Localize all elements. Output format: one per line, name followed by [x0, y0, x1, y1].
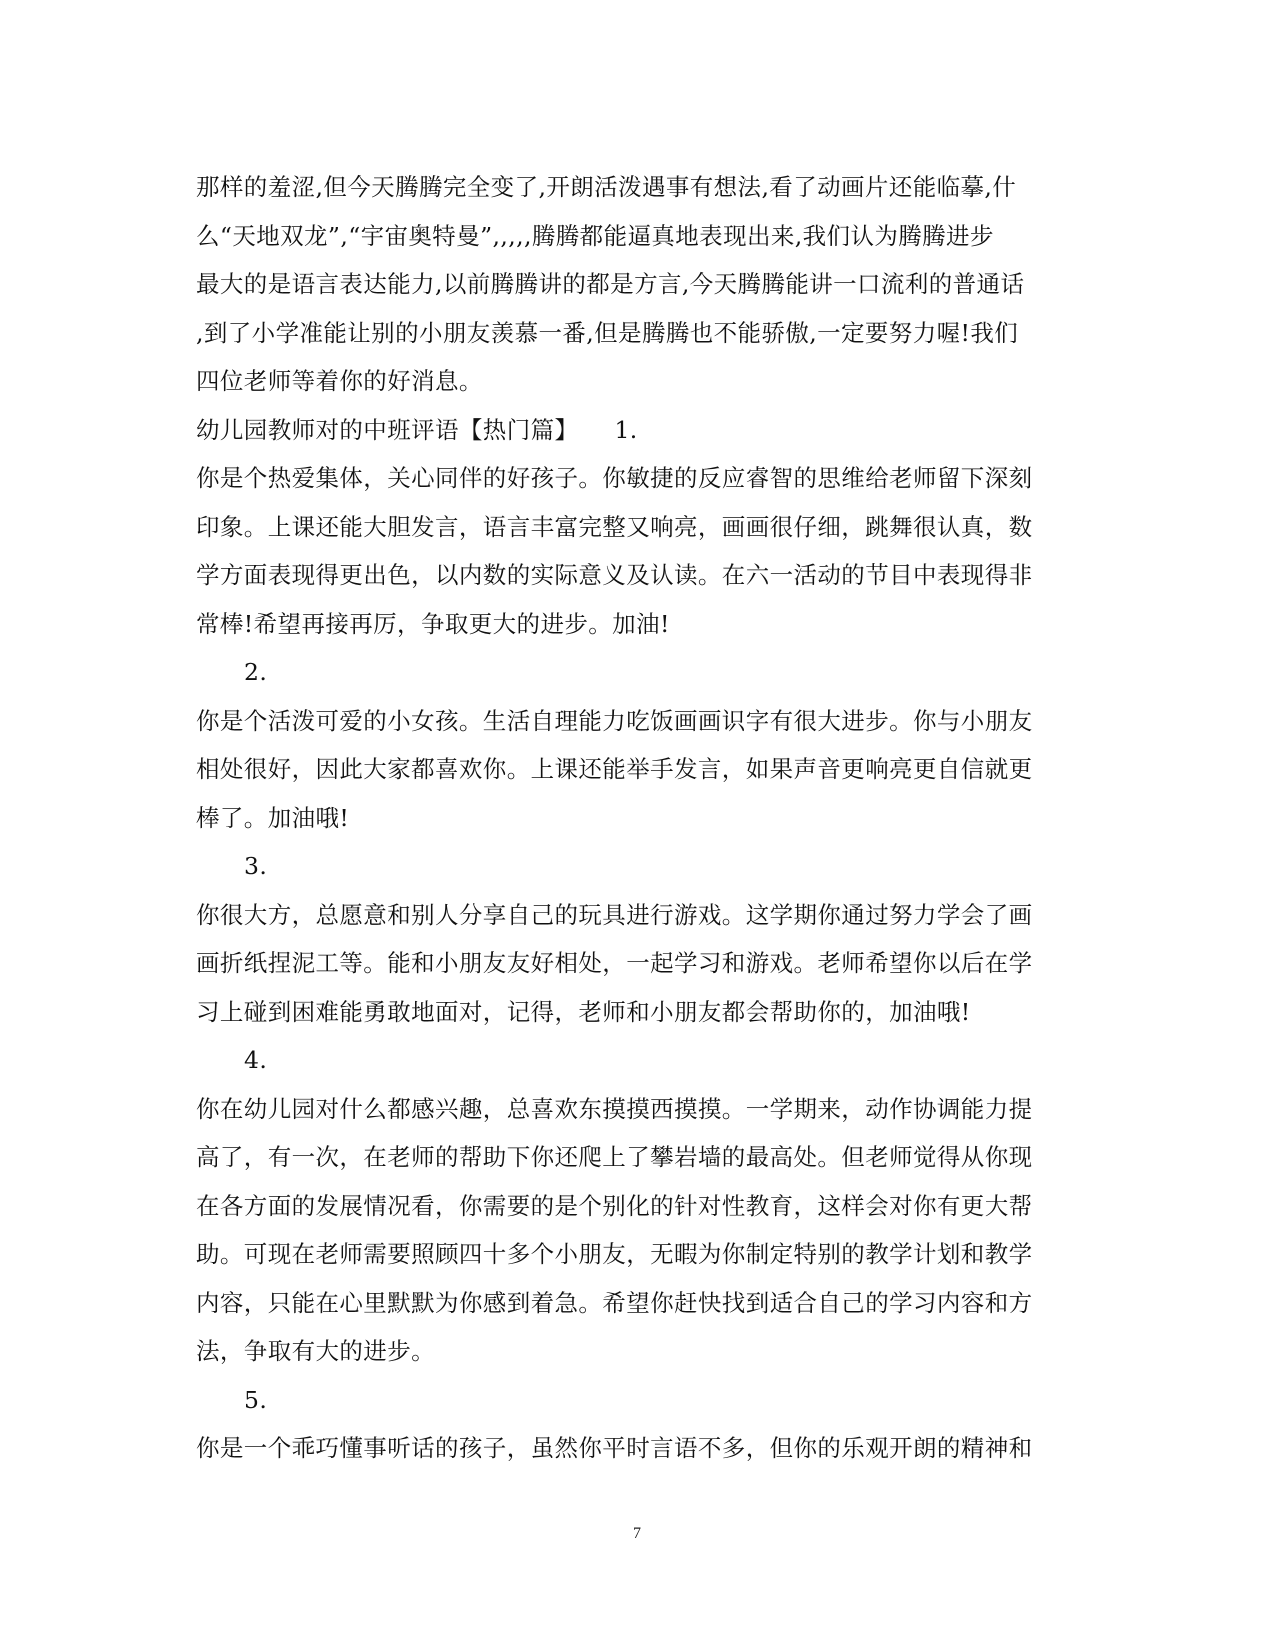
item-number: 4. [244, 1046, 268, 1074]
item-number: 5. [244, 1385, 268, 1414]
text-line: 高了，有一次，在老师的帮助下你还爬上了攀岩墙的最高处。但老师觉得从你现 [196, 1143, 1033, 1171]
item-number: 3. [244, 852, 268, 880]
text-line: 你是个活泼可爱的小女孩。生活自理能力吃饭画画识字有很大进步。你与小朋友 [196, 706, 1033, 735]
text-line: 在各方面的发展情况看，你需要的是个别化的针对性教育，这样会对你有更大帮 [196, 1191, 1033, 1220]
text-line: 助。可现在老师需要照顾四十多个小朋友，无暇为你制定特别的教学计划和教学 [196, 1240, 1033, 1268]
text-line: 你在幼儿园对什么都感兴趣，总喜欢东摸摸西摸摸。一学期来，动作协调能力提 [196, 1094, 1033, 1123]
text-line: ,到了小学准能让别的小朋友羡慕一番,但是腾腾也不能骄傲,一定要努力喔!我们 [196, 318, 1019, 347]
text-line: 你是一个乖巧懂事听话的孩子，虽然你平时言语不多，但你的乐观开朗的精神和 [196, 1434, 1033, 1462]
text-line: 四位老师等着你的好消息。 [196, 367, 483, 395]
text-line: 你很大方，总愿意和别人分享自己的玩具进行游戏。这学期你通过努力学会了画 [196, 900, 1033, 929]
page-number: 7 [633, 1525, 641, 1542]
text-line: 你是个热爱集体，关心同伴的好孩子。你敏捷的反应睿智的思维给老师留下深刻 [196, 464, 1033, 492]
text-line: 么“天地双龙”,“宇宙奥特曼”,,,,,腾腾都能逼真地表现出来,我们认为腾腾进步 [196, 221, 994, 250]
text-line: 相处很好，因此大家都喜欢你。上课还能举手发言，如果声音更响亮更自信就更 [196, 755, 1033, 783]
text-line: 法，争取有大的进步。 [196, 1337, 435, 1365]
section-heading: 幼儿园教师对的中班评语【热门篇】 1. [196, 415, 638, 444]
text-line: 印象。上课还能大胆发言，语言丰富完整又响亮，画画很仔细，跳舞很认真，数 [196, 512, 1033, 541]
text-line: 学方面表现得更出色，以内数的实际意义及认读。在六一活动的节目中表现得非 [196, 561, 1033, 589]
document-body [196, 163, 1074, 1473]
text-line: 内容，只能在心里默默为你感到着急。希望你赶快找到适合自己的学习内容和方 [196, 1288, 1033, 1317]
text-line: 那样的羞涩,但今天腾腾完全变了,开朗活泼遇事有想法,看了动画片还能临摹,什 [196, 173, 1017, 201]
text-line: 常棒!希望再接再厉，争取更大的进步。加油! [196, 609, 670, 638]
text-line: 习上碰到困难能勇敢地面对，记得，老师和小朋友都会帮助你的，加油哦! [196, 997, 971, 1026]
text-line: 画折纸捏泥工等。能和小朋友友好相处，一起学习和游戏。老师希望你以后在学 [196, 949, 1033, 977]
item-number: 2. [244, 658, 268, 686]
text-line: 棒了。加油哦! [196, 803, 350, 832]
text-line: 最大的是语言表达能力,以前腾腾讲的都是方言,今天腾腾能讲一口流利的普通话 [196, 270, 1025, 298]
